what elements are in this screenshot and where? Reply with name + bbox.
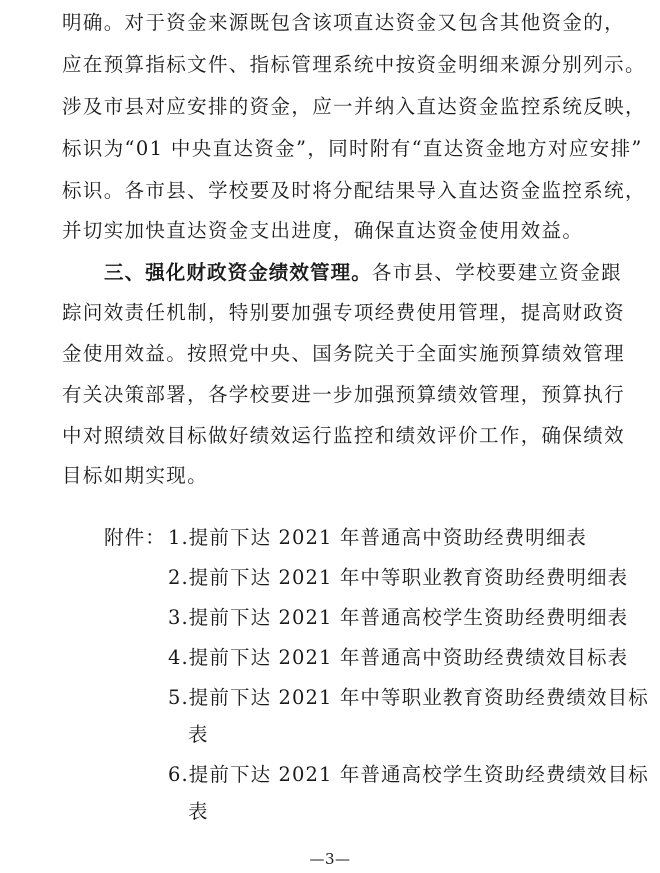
attachment-item-5-continued: 表 (188, 723, 209, 746)
section-3-first-line (104, 260, 622, 286)
attachments-label: 附件： (104, 526, 166, 549)
body-line-5: 标识。各市县、学校要及时将分配结果导入直达资金监控系统， (62, 179, 646, 202)
attachment-item-6-continued: 表 (188, 800, 209, 823)
section-3-line-6: 目标如期实现。 (62, 464, 208, 487)
section-3-line-3: 金使用效益。按照党中央、国务院关于全面实施预算绩效管理 (62, 342, 625, 365)
body-line-1: 明确。对于资金来源既包含该项直达资金又包含其他资金的， (62, 11, 625, 34)
attachment-item-4: 4.提前下达 2021 年普通高中资助经费绩效目标表 (168, 646, 629, 669)
body-line-4: 标识为“01 中央直达资金”，同时附有“直达资金地方对应安排” (62, 137, 643, 160)
body-line-6: 并切实加快直达资金支出进度，确保直达资金使用效益。 (62, 219, 584, 242)
attachment-item-1: 1.提前下达 2021 年普通高中资助经费明细表 (168, 526, 588, 549)
section-3-first-line-text: 各市县、学校要建立资金跟 (371, 261, 623, 284)
body-line-3: 涉及市县对应安排的资金，应一并纳入直达资金监控系统反映， (62, 95, 646, 118)
attachment-item-3: 3.提前下达 2021 年普通高校学生资助经费明细表 (168, 606, 629, 629)
body-line-2: 应在预算指标文件、指标管理系统中按资金明细来源分别列示。 (62, 53, 646, 76)
attachment-item-5: 5.提前下达 2021 年中等职业教育资助经费绩效目标 (168, 686, 649, 709)
section-3-line-5: 中对照绩效目标做好绩效运行监控和绩效评价工作，确保绩效 (62, 424, 625, 447)
section-3-line-4: 有关决策部署，各学校要进一步加强预算绩效管理，预算执行 (62, 383, 625, 406)
attachment-item-2: 2.提前下达 2021 年中等职业教育资助经费明细表 (168, 566, 629, 589)
section-3-line-2: 踪问效责任机制，特别要加强专项经费使用管理，提高财政资 (62, 301, 625, 324)
page-number: —3— (309, 850, 351, 868)
section-3-heading: 三、强化财政资金绩效管理。 (104, 261, 372, 284)
attachment-item-6: 6.提前下达 2021 年普通高校学生资助经费绩效目标 (168, 763, 649, 786)
